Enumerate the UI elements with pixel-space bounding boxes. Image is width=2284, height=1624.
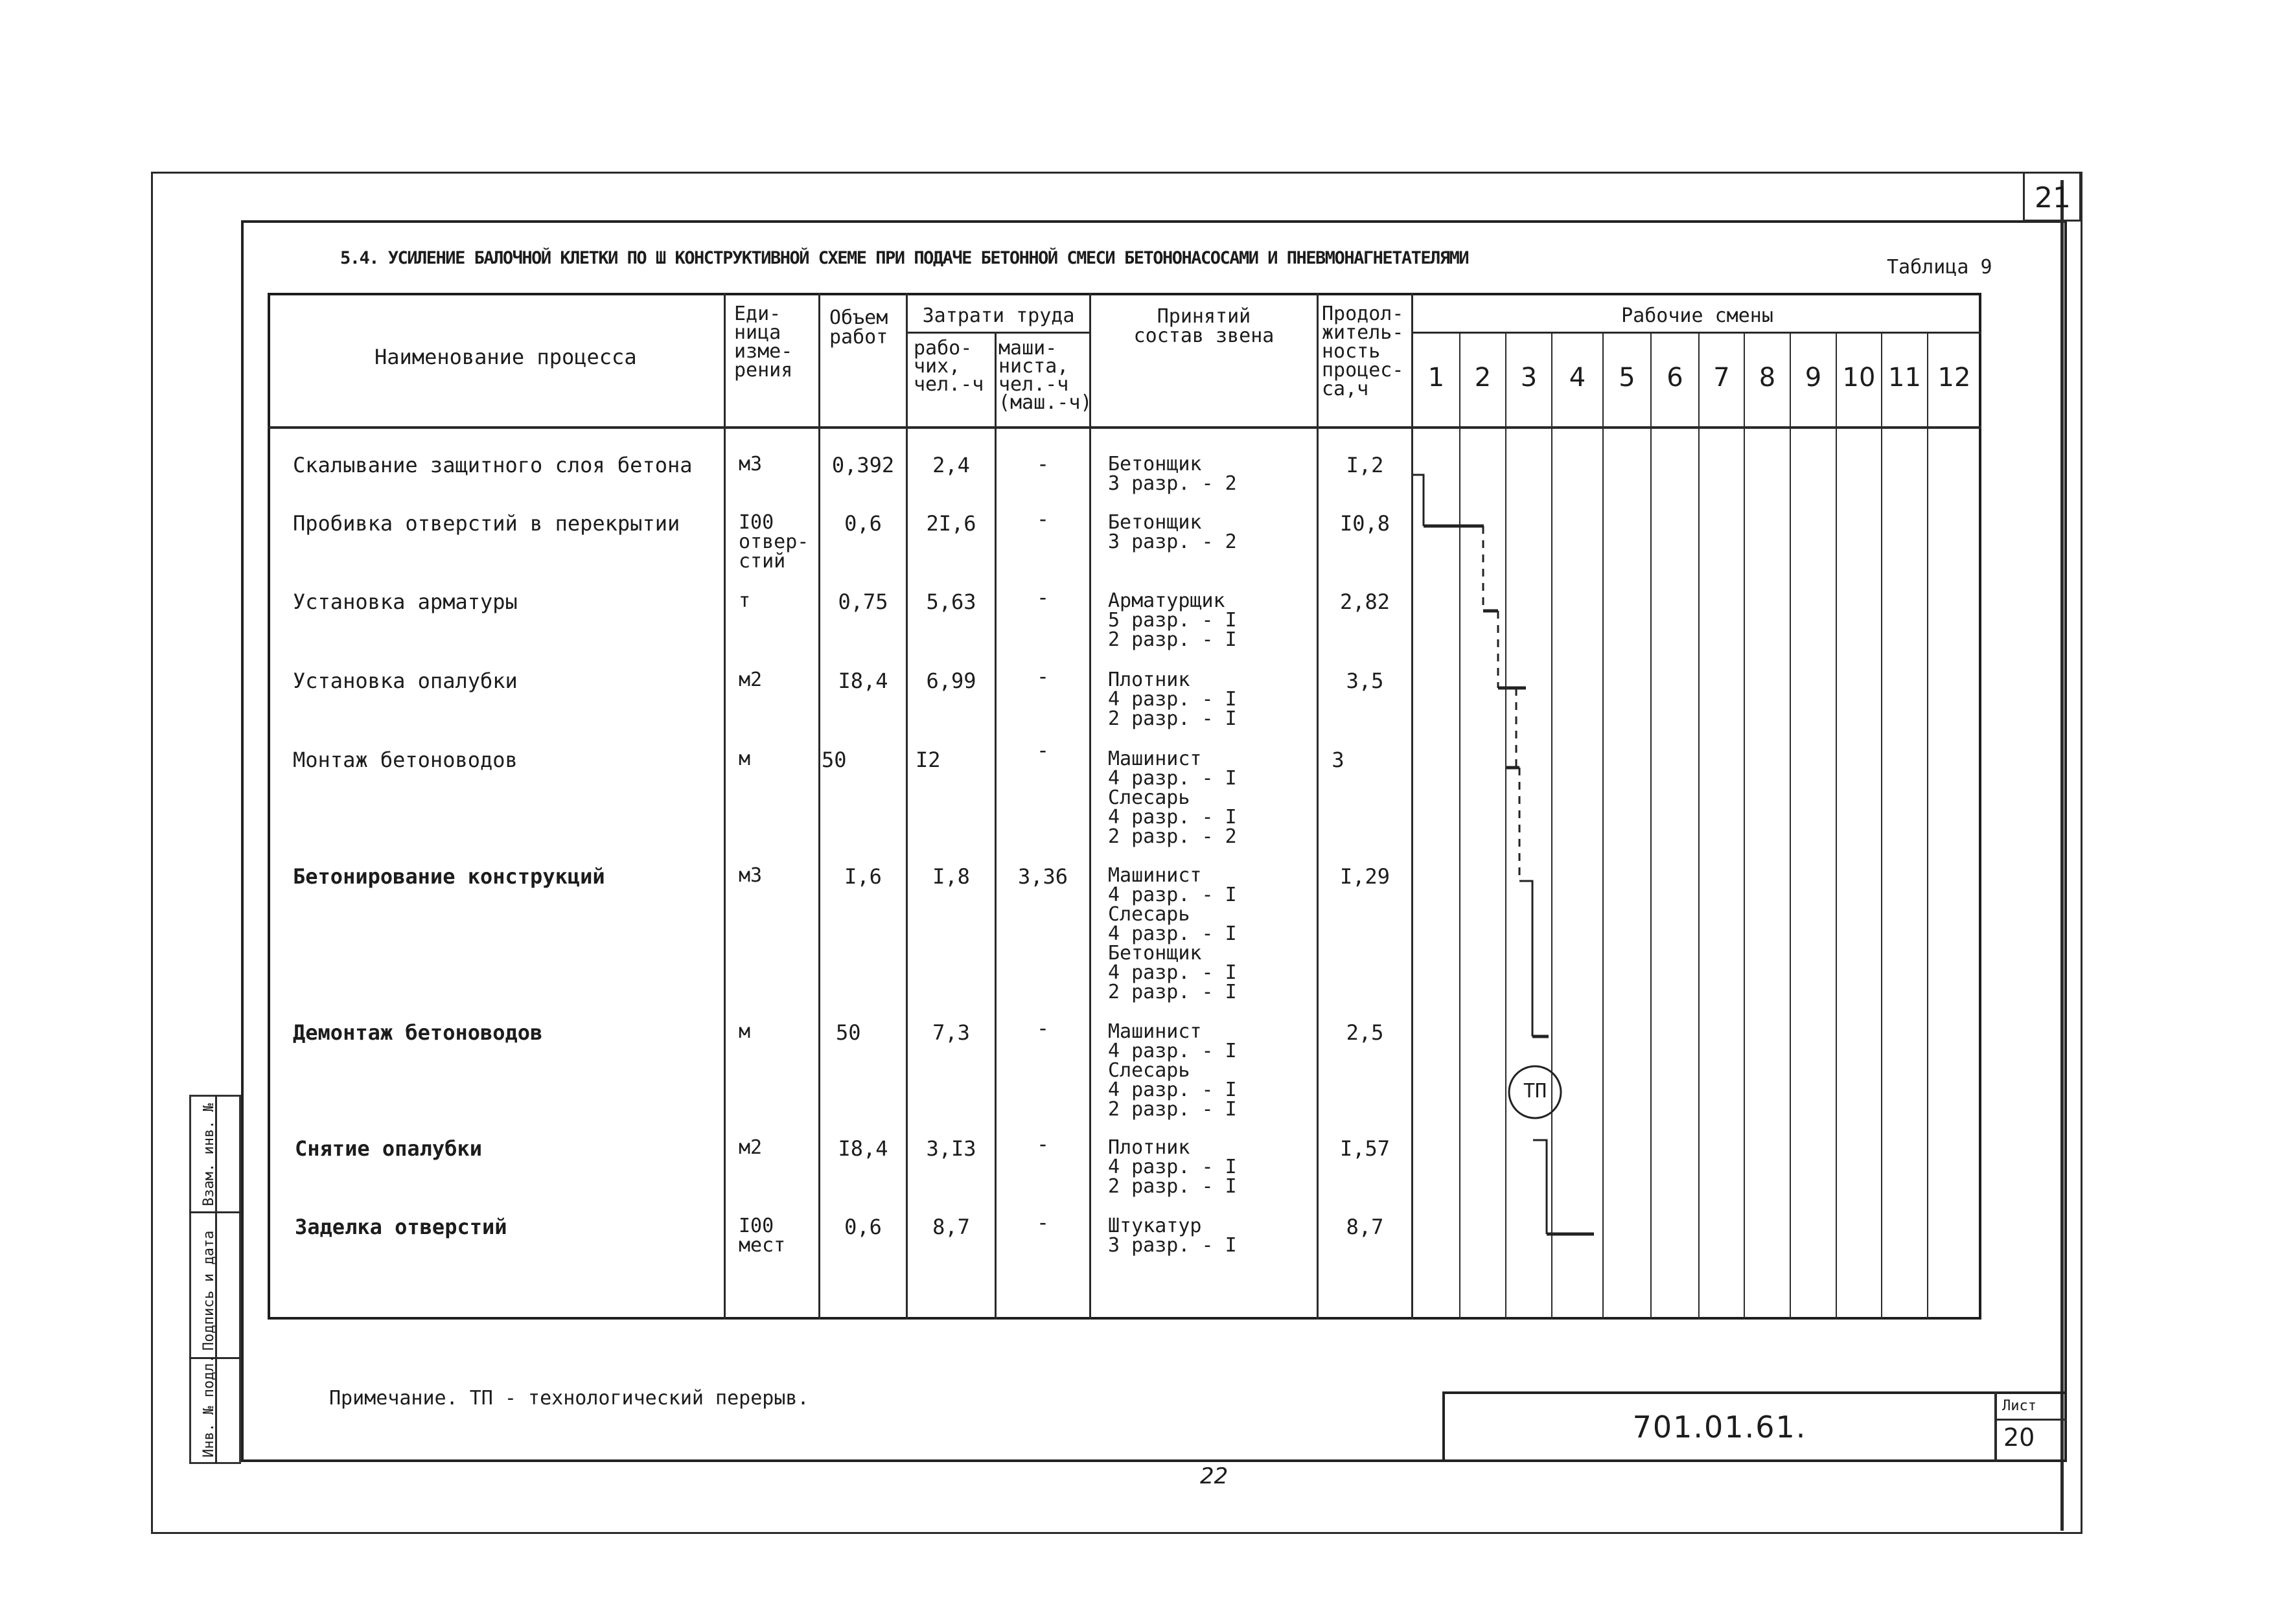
sheet-number: 20 [2003, 1423, 2035, 1452]
row-2-workers: 2I,6 [926, 511, 976, 536]
header-labor-machinists: маши- ниста, чел.-ч (маш.-ч) [998, 337, 1092, 414]
document-code: 701.01.61. [1632, 1410, 1807, 1445]
shift-number: 7 [1713, 363, 1730, 393]
row-9-machinists: - [1036, 1210, 1050, 1235]
stamp-signature-date: Подпись и дата [201, 1230, 217, 1351]
row-5-duration: 3 [1332, 748, 1344, 772]
row-4-duration: 3,5 [1346, 669, 1384, 693]
row-5-name: Монтаж бетоноводов [293, 748, 518, 772]
row-5-unit: м [739, 748, 751, 770]
row-4-machinists: - [1036, 664, 1050, 689]
header-crew: Принятий состав звена [1133, 305, 1275, 347]
shift-number: 3 [1520, 363, 1538, 393]
technological-break-label: ТП [1523, 1080, 1547, 1103]
row-2-volume: 0,6 [844, 511, 882, 536]
row-8-volume: I8,4 [838, 1136, 888, 1161]
shift-number: 12 [1937, 363, 1971, 393]
row-3-name: Установка арматуры [293, 589, 518, 614]
row-3-duration: 2,82 [1339, 589, 1390, 614]
shift-number: 8 [1759, 363, 1776, 393]
row-5-workers: I2 [916, 748, 941, 772]
row-7-unit: м [739, 1020, 751, 1043]
row-1-name: Скалывание защитного слоя бетона [293, 453, 693, 477]
row-2-machinists: - [1036, 507, 1050, 531]
stamp-vzam-inv: Взам. инв. № [201, 1103, 217, 1206]
row-1-unit: м3 [739, 453, 763, 475]
shift-number: 10 [1842, 363, 1876, 393]
row-2-unit: I00 отвер- стий [739, 511, 809, 573]
bottom-page-number: 22 [1200, 1463, 1229, 1489]
row-7-volume: 50 [836, 1020, 861, 1045]
page-number: 21 [2035, 181, 2071, 214]
shift-number: 2 [1474, 363, 1492, 393]
row-8-duration: I,57 [1339, 1136, 1390, 1161]
header-labor: Затрати труда [922, 304, 1075, 327]
row-4-volume: I8,4 [838, 669, 888, 693]
shift-number: 6 [1667, 363, 1683, 393]
schedule-bar-row-8 [1533, 1140, 1547, 1234]
row-6-volume: I,6 [844, 864, 882, 889]
row-1-crew: Бетонщик 3 разр. - 2 [1108, 453, 1237, 495]
shift-number: 5 [1619, 363, 1635, 393]
row-2-name: Пробивка отверстий в перекрытии [293, 511, 680, 536]
table-label: Таблица 9 [1887, 256, 1992, 279]
header-unit: Еди- ница изме- рения [734, 303, 793, 382]
row-6-name: Бетонирование конструкций [293, 864, 605, 889]
row-6-machinists: 3,36 [1017, 864, 1068, 889]
row-4-crew: Плотник 4 разр. - I 2 разр. - I [1108, 669, 1237, 730]
row-9-volume: 0,6 [844, 1215, 882, 1239]
header-labor-workers: рабо- чих, чел.-ч [914, 337, 984, 396]
shift-number: 11 [1888, 363, 1921, 393]
shift-number: 4 [1569, 363, 1586, 393]
shift-number: 1 [1427, 363, 1445, 393]
row-4-unit: м2 [739, 669, 763, 691]
stamp-inv-podl: Инв. № подл. [201, 1355, 217, 1458]
row-8-workers: 3,I3 [926, 1136, 976, 1161]
row-3-unit: т [739, 589, 751, 612]
row-6-workers: I,8 [932, 864, 970, 889]
row-7-crew: Машинист 4 разр. - I Слесарь 4 разр. - I 2 разр. - I [1108, 1020, 1237, 1121]
row-7-workers: 7,3 [932, 1020, 970, 1045]
row-8-crew: Плотник 4 разр. - I 2 разр. - I [1108, 1136, 1237, 1198]
row-3-machinists: - [1036, 585, 1050, 610]
row-3-volume: 0,75 [838, 589, 888, 614]
row-9-name: Заделка отверстий [295, 1215, 507, 1239]
row-5-crew: Машинист 4 разр. - I Слесарь 4 разр. - I 2 разр. - 2 [1108, 748, 1237, 848]
row-8-machinists: - [1036, 1132, 1050, 1156]
document-title: 5.4. УСИЛЕНИЕ БАЛОЧНОЙ КЛЕТКИ ПО Ш КОНСТРУКТИВНОЙ СХЕМЕ ПРИ ПОДАЧЕ БЕТОННОЙ СМЕСИ БЕТОНОНАСОСАМИ И ПНЕВМОНАГНЕТАТЕЛЯМИ [340, 248, 1469, 268]
sheet-label: Лист [2002, 1398, 2036, 1414]
row-7-machinists: - [1036, 1016, 1050, 1040]
header-volume: Объем работ [829, 306, 888, 349]
row-9-unit: I00 мест [739, 1215, 786, 1257]
row-8-unit: м2 [739, 1136, 763, 1159]
row-7-name: Демонтаж бетоноводов [293, 1020, 543, 1045]
row-3-workers: 5,63 [926, 589, 976, 614]
row-8-name: Снятие опалубки [295, 1136, 482, 1161]
row-4-name: Установка опалубки [293, 669, 518, 693]
row-9-crew: Штукатур 3 разр. - I [1108, 1215, 1237, 1257]
header-shifts: Рабочие смены [1621, 304, 1773, 327]
row-6-unit: м3 [739, 864, 763, 887]
row-2-duration: I0,8 [1339, 511, 1390, 536]
row-7-duration: 2,5 [1346, 1020, 1384, 1045]
row-1-duration: I,2 [1346, 453, 1384, 477]
row-1-volume: 0,392 [831, 453, 895, 477]
footnote: Примечание. ТП - технологический перерыв. [329, 1387, 809, 1410]
header-process-name: Наименование процесса [375, 345, 637, 369]
row-9-workers: 8,7 [932, 1215, 970, 1239]
row-6-duration: I,29 [1339, 864, 1390, 889]
row-9-duration: 8,7 [1346, 1215, 1384, 1239]
row-1-machinists: - [1036, 452, 1050, 476]
row-3-crew: Арматурщик 5 разр. - I 2 разр. - I [1108, 589, 1237, 651]
row-5-machinists: - [1036, 738, 1050, 762]
header-duration: Продол- житель- ность процес- са,ч [1322, 303, 1404, 400]
row-1-workers: 2,4 [932, 453, 970, 477]
row-5-volume: 50 [822, 748, 847, 772]
schedule-bar-row-6 [1519, 881, 1532, 1036]
shift-number: 9 [1805, 363, 1822, 393]
row-2-crew: Бетонщик 3 разр. - 2 [1108, 511, 1237, 553]
row-4-workers: 6,99 [926, 669, 976, 693]
row-6-crew: Машинист 4 разр. - I Слесарь 4 разр. - I Бетонщик 4 разр. - I 2 разр. - I [1108, 864, 1237, 1003]
schedule-bar-row-1 [1413, 475, 1424, 526]
